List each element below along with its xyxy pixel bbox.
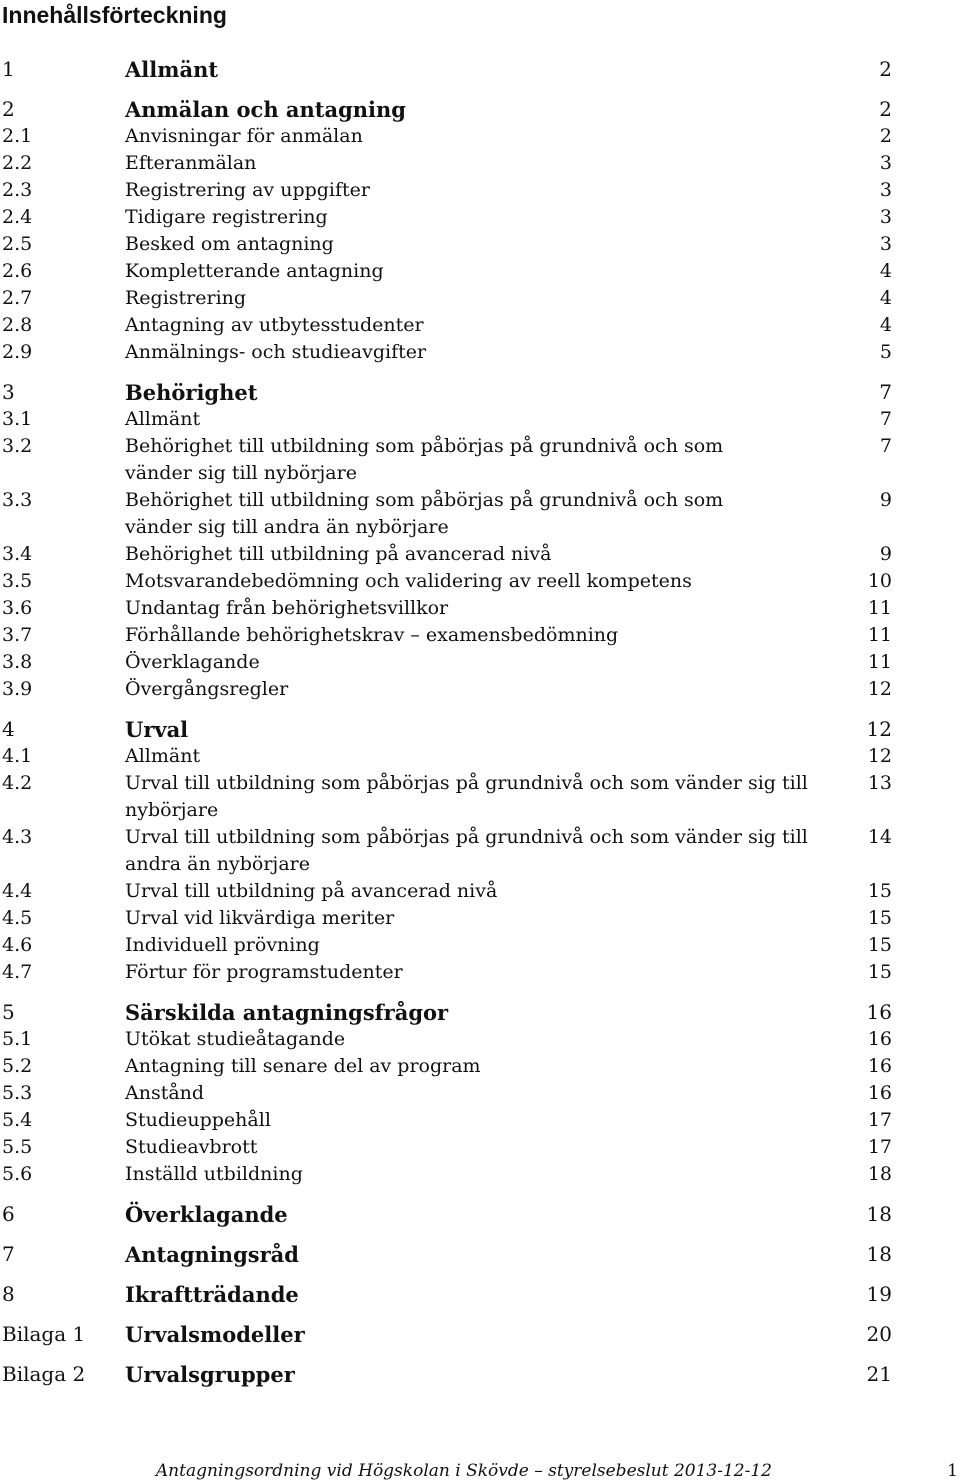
toc-entry-number: 3.8 [2, 651, 33, 673]
toc-entry-number: Bilaga 1 [2, 1322, 86, 1346]
toc-entry-title: Förtur för programstudenter [125, 961, 403, 983]
toc-entry-number: 3 [2, 380, 15, 404]
toc-entry-number: 6 [2, 1202, 15, 1226]
toc-entry-number: 2.9 [2, 341, 33, 363]
toc-entry-title: Anmälan och antagning [125, 97, 406, 122]
toc-entry-number: 4.4 [2, 880, 33, 902]
toc-entry-title: Registrering [125, 287, 247, 309]
toc-entry-number: 2.3 [2, 179, 33, 201]
toc-entry-title: Anmälnings- och studieavgifter [125, 341, 427, 363]
toc-entry-number: 3.3 [2, 489, 33, 511]
toc-entry-page: 15 [867, 961, 892, 983]
toc-entry-page: 16 [867, 1055, 892, 1077]
toc-entry-page: 16 [867, 1082, 892, 1104]
toc-entry-page: 5 [879, 341, 892, 363]
toc-entry-title: Antagningsråd [125, 1242, 299, 1267]
toc-entry-number: 5.3 [2, 1082, 33, 1104]
toc-entry-page: 4 [879, 287, 892, 309]
toc-entry-title: Urvalsmodeller [125, 1322, 305, 1347]
toc-entry-title: Överklagande [125, 651, 260, 673]
toc-entry-page: 11 [867, 597, 892, 619]
toc-entry-page: 16 [866, 1000, 892, 1024]
footer-document-title: Antagningsordning vid Högskolan i Skövde – styrelsebeslut 2013-12-12 [155, 1461, 772, 1481]
toc-entry-number: 4.6 [2, 934, 33, 956]
toc-entry-number: 2.5 [2, 233, 33, 255]
toc-entry-page: 21 [866, 1362, 892, 1386]
toc-entry-title: Utökat studieåtagande [125, 1028, 346, 1050]
toc-entry-number: Bilaga 2 [2, 1362, 86, 1386]
toc-entry-title: Förhållande behörighetskrav – examensbedömning [125, 624, 619, 646]
toc-entry-number: 5.6 [2, 1163, 33, 1185]
toc-entry-title: Behörighet till utbildning på avancerad nivå [125, 543, 552, 565]
toc-entry-title: Kompletterande antagning [125, 260, 384, 282]
page-title: Innehållsförteckning [2, 2, 227, 28]
toc-entry-title: Urvalsgrupper [125, 1362, 295, 1387]
footer-page-number: 1 [947, 1461, 958, 1481]
toc-entry-number: 2.1 [2, 125, 33, 147]
toc-entry-page: 11 [867, 624, 892, 646]
toc-entry-number: 3.6 [2, 597, 33, 619]
toc-entry-page: 19 [866, 1282, 892, 1306]
toc-entry-number: 5.5 [2, 1136, 33, 1158]
toc-entry-page: 12 [867, 678, 892, 700]
toc-entry-title: Undantag från behörighetsvillkor [125, 597, 449, 619]
toc-entry-number: 2.2 [2, 152, 33, 174]
toc-entry-number: 3.2 [2, 435, 33, 457]
toc-entry-number: 2.8 [2, 314, 33, 336]
toc-entry-number: 4 [2, 717, 15, 741]
toc-entry-number: 4.5 [2, 907, 33, 929]
toc-entry-page: 9 [879, 489, 892, 511]
toc-entry-number: 7 [2, 1242, 15, 1266]
toc-entry-page: 9 [879, 543, 892, 565]
toc-entry-page: 13 [867, 772, 892, 794]
toc-entry-title: Anvisningar för anmälan [125, 125, 363, 147]
toc-entry-title: Inställd utbildning [125, 1163, 303, 1185]
toc-entry-page: 17 [867, 1136, 892, 1158]
toc-entry-page: 17 [867, 1109, 892, 1131]
toc-entry-number: 3.1 [2, 408, 33, 430]
toc-entry-title: Urval vid likvärdiga meriter [125, 907, 395, 929]
toc-entry-title: Antagning av utbytesstudenter [125, 314, 424, 336]
toc-entry-number: 3.9 [2, 678, 33, 700]
toc-entry-page: 4 [879, 260, 892, 282]
toc-entry-number: 5.1 [2, 1028, 33, 1050]
toc-entry-title: Motsvarandebedömning och validering av reell kompetens [125, 570, 692, 592]
toc-entry-title: Överklagande [125, 1202, 288, 1227]
toc-entry-page: 20 [866, 1322, 892, 1346]
toc-entry-page: 3 [879, 233, 892, 255]
toc-entry-number: 2.6 [2, 260, 33, 282]
toc-entry-page: 3 [879, 152, 892, 174]
toc-entry-page: 18 [866, 1202, 892, 1226]
toc-entry-page: 2 [879, 97, 892, 121]
toc-entry-page: 15 [867, 880, 892, 902]
toc-entry-page: 16 [867, 1028, 892, 1050]
toc-entry-number: 3.7 [2, 624, 33, 646]
toc-entry-number: 5.4 [2, 1109, 33, 1131]
toc-entry-page: 2 [879, 125, 892, 147]
toc-entry-page: 14 [867, 826, 892, 848]
toc-entry-number: 2.4 [2, 206, 33, 228]
toc-entry-number: 4.1 [2, 745, 33, 767]
toc-entry-title: Allmänt [125, 745, 201, 767]
toc-entry-title: Besked om antagning [125, 233, 334, 255]
toc-entry-title: Allmänt [125, 408, 201, 430]
toc-entry-number: 4.7 [2, 961, 33, 983]
toc-entry-number: 2.7 [2, 287, 33, 309]
toc-entry-number: 8 [2, 1282, 15, 1306]
toc-entry-title: Behörighet [125, 380, 258, 405]
toc-entry-title: Registrering av uppgifter [125, 179, 370, 201]
toc-entry-number: 5.2 [2, 1055, 33, 1077]
toc-entry-number: 5 [2, 1000, 15, 1024]
toc-entry-page: 12 [866, 717, 892, 741]
toc-entry-title: Särskilda antagningsfrågor [125, 1000, 449, 1025]
toc-entry-page: 18 [866, 1242, 892, 1266]
toc-entry-page: 15 [867, 934, 892, 956]
toc-entry-page: 3 [879, 206, 892, 228]
toc-entry-title: Urval [125, 717, 189, 742]
toc-entry-title: Allmänt [125, 57, 219, 82]
toc-entry-title: Studieuppehåll [125, 1109, 271, 1131]
toc-entry-title: Urval till utbildning som påbörjas på grundnivå och som vänder sig till andra än nybörjare [125, 826, 808, 875]
toc-entry-title: Behörighet till utbildning som påbörjas på grundnivå och som vänder sig till andra än nybörjare [125, 489, 724, 538]
toc-entry-number: 3.5 [2, 570, 33, 592]
toc-entry-page: 10 [867, 570, 892, 592]
toc-entry-title: Anstånd [125, 1082, 205, 1104]
toc-entry-title: Individuell prövning [125, 934, 320, 956]
toc-entry-page: 12 [867, 745, 892, 767]
toc-entry-page: 4 [879, 314, 892, 336]
toc-entry-page: 2 [879, 57, 892, 81]
toc-entry-page: 7 [879, 408, 892, 430]
toc-entry-title: Efteranmälan [125, 152, 257, 174]
toc-entry-number: 4.2 [2, 772, 33, 794]
toc-entry-title: Ikraftträdande [125, 1282, 299, 1307]
toc-entry-title: Behörighet till utbildning som påbörjas på grundnivå och som vänder sig till nybörjare [125, 435, 724, 484]
toc-entry-number: 2 [2, 97, 15, 121]
toc-entry-number: 4.3 [2, 826, 33, 848]
toc-entry-title: Övergångsregler [125, 678, 289, 700]
toc-entry-page: 15 [867, 907, 892, 929]
toc-entry-page: 3 [879, 179, 892, 201]
toc-entry-page: 7 [879, 380, 892, 404]
toc-entry-title: Studieavbrott [125, 1136, 258, 1158]
toc-entry-title: Urval till utbildning på avancerad nivå [125, 880, 498, 902]
toc-entry-number: 3.4 [2, 543, 33, 565]
toc-entry-number: 1 [2, 57, 15, 81]
toc-entry-title: Tidigare registrering [125, 206, 328, 228]
toc-entry-title: Urval till utbildning som påbörjas på grundnivå och som vänder sig till nybörjare [125, 772, 808, 821]
toc-entry-title: Antagning till senare del av program [125, 1055, 481, 1077]
toc-entry-page: 7 [879, 435, 892, 457]
toc-entry-page: 18 [867, 1163, 892, 1185]
toc-entry-page: 11 [867, 651, 892, 673]
